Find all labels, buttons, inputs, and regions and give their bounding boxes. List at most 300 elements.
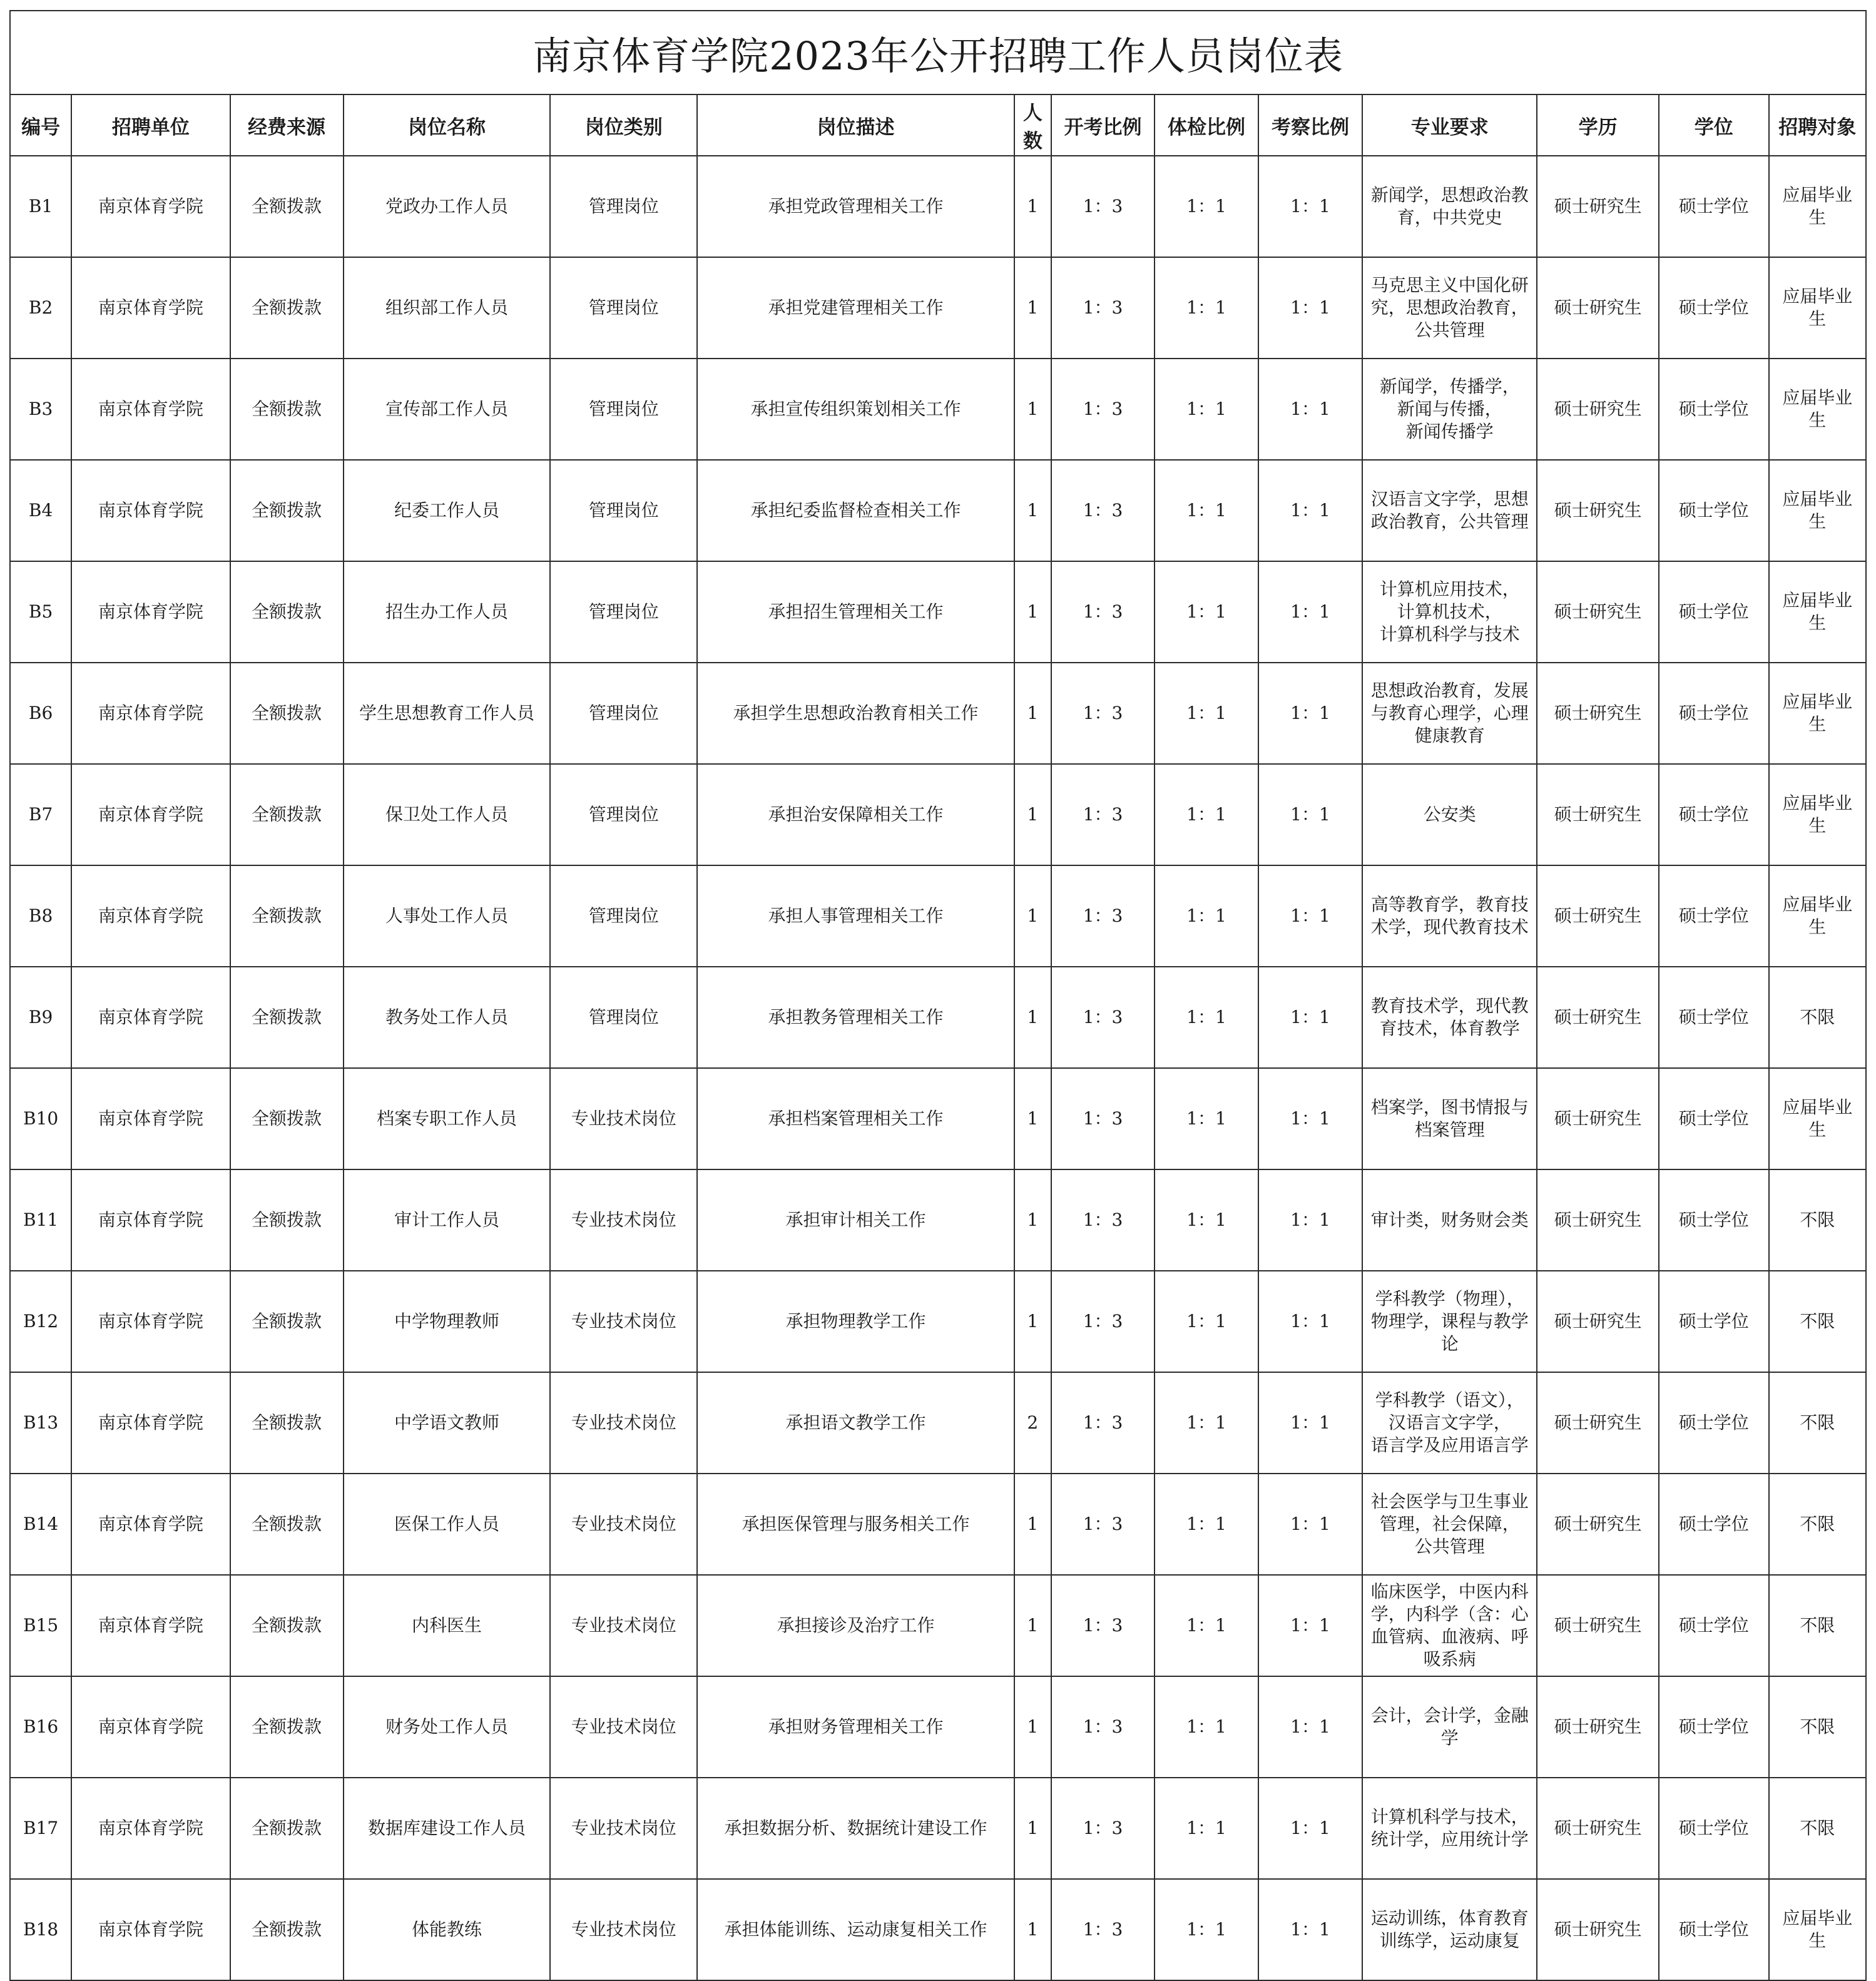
cell-category: 专业技术岗位 [550,1169,697,1271]
cell-physical-ratio: 1：1 [1155,1474,1258,1575]
cell-exam-ratio: 1：3 [1051,1778,1155,1879]
cell-inspection-ratio: 1：1 [1258,764,1362,865]
major-text: 运动训练，体育教育训练学，运动康复 [1370,1908,1529,1951]
cell-description: 承担招生管理相关工作 [697,561,1014,663]
cell-unit: 南京体育学院 [71,359,230,460]
header-target: 招聘对象 [1769,94,1866,156]
cell-count: 1 [1014,967,1051,1068]
cell-count: 1 [1014,156,1051,257]
cell-position: 教务处工作人员 [344,967,551,1068]
cell-position: 组织部工作人员 [344,257,551,359]
cell-physical-ratio: 1：1 [1155,1068,1258,1169]
cell-id: B11 [10,1169,71,1271]
cell-count: 1 [1014,1271,1051,1372]
table-row [10,156,1866,257]
cell-position: 中学语文教师 [344,1372,551,1474]
cell-count: 2 [1014,1372,1051,1474]
cell-id: B9 [10,967,71,1068]
cell-education: 硕士研究生 [1537,967,1658,1068]
cell-description: 承担财务管理相关工作 [697,1676,1014,1778]
cell-unit: 南京体育学院 [71,257,230,359]
cell-physical-ratio: 1：1 [1155,1879,1258,1980]
cell-physical-ratio: 1：1 [1155,359,1258,460]
table-row [10,663,1866,764]
cell-exam-ratio: 1：3 [1051,257,1155,359]
cell-target: 不限 [1769,1474,1866,1575]
cell-education: 硕士研究生 [1537,156,1658,257]
cell-count: 1 [1014,1879,1051,1980]
cell-physical-ratio: 1：1 [1155,156,1258,257]
major-text: 新闻学，传播学， 新闻与传播， 新闻传播学 [1379,376,1520,442]
cell-major [1362,156,1537,257]
cell-category: 管理岗位 [550,764,697,865]
cell-exam-ratio: 1：3 [1051,561,1155,663]
cell-exam-ratio: 1：3 [1051,460,1155,561]
cell-category: 专业技术岗位 [550,1372,697,1474]
cell-unit: 南京体育学院 [71,156,230,257]
cell-description: 承担治安保障相关工作 [697,764,1014,865]
cell-description: 承担宣传组织策划相关工作 [697,359,1014,460]
table-row [10,1575,1866,1676]
cell-education: 硕士研究生 [1537,561,1658,663]
cell-position: 人事处工作人员 [344,865,551,967]
cell-degree: 硕士学位 [1659,359,1769,460]
cell-exam-ratio: 1：3 [1051,1575,1155,1676]
cell-id: B3 [10,359,71,460]
header-row [10,94,1866,156]
cell-degree: 硕士学位 [1659,764,1769,865]
cell-exam-ratio: 1：3 [1051,1271,1155,1372]
cell-position: 体能教练 [344,1879,551,1980]
cell-funding: 全额拨款 [230,1169,344,1271]
cell-id: B13 [10,1372,71,1474]
cell-count: 1 [1014,1575,1051,1676]
recruitment-table-sheet [9,10,1867,1956]
cell-major [1362,1474,1537,1575]
cell-funding: 全额拨款 [230,967,344,1068]
cell-exam-ratio: 1：3 [1051,359,1155,460]
cell-physical-ratio: 1：1 [1155,1169,1258,1271]
cell-exam-ratio: 1：3 [1051,663,1155,764]
cell-target: 应届毕业生 [1769,663,1866,764]
cell-degree: 硕士学位 [1659,1676,1769,1778]
cell-physical-ratio: 1：1 [1155,1271,1258,1372]
cell-degree: 硕士学位 [1659,257,1769,359]
cell-category: 管理岗位 [550,460,697,561]
cell-physical-ratio: 1：1 [1155,663,1258,764]
cell-position: 学生思想教育工作人员 [344,663,551,764]
cell-target: 应届毕业生 [1769,561,1866,663]
major-text: 新闻学，思想政治教育，中共党史 [1370,185,1529,228]
cell-degree: 硕士学位 [1659,663,1769,764]
table-row [10,257,1866,359]
cell-inspection-ratio: 1：1 [1258,865,1362,967]
cell-physical-ratio: 1：1 [1155,865,1258,967]
cell-category: 管理岗位 [550,865,697,967]
cell-count: 1 [1014,1474,1051,1575]
table-row [10,1778,1866,1879]
cell-education: 硕士研究生 [1537,1778,1658,1879]
cell-position: 内科医生 [344,1575,551,1676]
cell-inspection-ratio: 1：1 [1258,1879,1362,1980]
cell-category: 专业技术岗位 [550,1474,697,1575]
cell-description: 承担审计相关工作 [697,1169,1014,1271]
table-row [10,460,1866,561]
cell-inspection-ratio: 1：1 [1258,1778,1362,1879]
cell-funding: 全额拨款 [230,764,344,865]
cell-degree: 硕士学位 [1659,1575,1769,1676]
cell-exam-ratio: 1：3 [1051,1879,1155,1980]
cell-unit: 南京体育学院 [71,561,230,663]
cell-description: 承担物理教学工作 [697,1271,1014,1372]
cell-degree: 硕士学位 [1659,1271,1769,1372]
cell-exam-ratio: 1：3 [1051,1169,1155,1271]
cell-position: 党政办工作人员 [344,156,551,257]
header-id: 编号 [10,94,71,156]
cell-unit: 南京体育学院 [71,1879,230,1980]
major-text: 计算机科学与技术，统计学，应用统计学 [1370,1806,1529,1850]
cell-target: 不限 [1769,1169,1866,1271]
cell-position: 数据库建设工作人员 [344,1778,551,1879]
major-text: 教育技术学，现代教育技术，体育教学 [1370,996,1529,1039]
cell-inspection-ratio: 1：1 [1258,1372,1362,1474]
cell-major [1362,359,1537,460]
cell-description: 承担医保管理与服务相关工作 [697,1474,1014,1575]
cell-physical-ratio: 1：1 [1155,561,1258,663]
cell-category: 管理岗位 [550,257,697,359]
cell-category: 管理岗位 [550,663,697,764]
cell-target: 应届毕业生 [1769,764,1866,865]
cell-unit: 南京体育学院 [71,764,230,865]
cell-position: 中学物理教师 [344,1271,551,1372]
cell-category: 专业技术岗位 [550,1879,697,1980]
header-exam-ratio: 开考比例 [1051,94,1155,156]
cell-description: 承担学生思想政治教育相关工作 [697,663,1014,764]
page-title: 南京体育学院2023年公开招聘工作人员岗位表 [10,11,1866,94]
cell-education: 硕士研究生 [1537,1068,1658,1169]
cell-id: B4 [10,460,71,561]
cell-id: B1 [10,156,71,257]
cell-education: 硕士研究生 [1537,1575,1658,1676]
cell-physical-ratio: 1：1 [1155,460,1258,561]
table-row [10,865,1866,967]
cell-description: 承担教务管理相关工作 [697,967,1014,1068]
cell-target: 不限 [1769,1676,1866,1778]
cell-degree: 硕士学位 [1659,460,1769,561]
cell-id: B2 [10,257,71,359]
header-physical-ratio: 体检比例 [1155,94,1258,156]
cell-unit: 南京体育学院 [71,1676,230,1778]
major-text: 计算机应用技术， 计算机技术， 计算机科学与技术 [1379,579,1520,644]
table-row [10,1474,1866,1575]
cell-major [1362,663,1537,764]
cell-major [1362,1271,1537,1372]
cell-target: 不限 [1769,1575,1866,1676]
cell-description: 承担语文教学工作 [697,1372,1014,1474]
cell-target: 应届毕业生 [1769,359,1866,460]
cell-major [1362,764,1537,865]
cell-count: 1 [1014,257,1051,359]
cell-inspection-ratio: 1：1 [1258,1575,1362,1676]
header-inspection-ratio: 考察比例 [1258,94,1362,156]
cell-description: 承担党政管理相关工作 [697,156,1014,257]
cell-category: 管理岗位 [550,359,697,460]
major-text: 档案学，图书情报与档案管理 [1370,1097,1529,1140]
table-row [10,1879,1866,1980]
cell-education: 硕士研究生 [1537,1271,1658,1372]
cell-unit: 南京体育学院 [71,663,230,764]
cell-physical-ratio: 1：1 [1155,1372,1258,1474]
cell-major [1362,460,1537,561]
cell-unit: 南京体育学院 [71,1271,230,1372]
cell-id: B12 [10,1271,71,1372]
cell-funding: 全额拨款 [230,1068,344,1169]
cell-target: 不限 [1769,967,1866,1068]
cell-exam-ratio: 1：3 [1051,1068,1155,1169]
major-text: 公安类 [1423,804,1476,825]
cell-count: 1 [1014,1676,1051,1778]
major-text: 思想政治教育，发展与教育心理学，心理健康教育 [1370,680,1529,746]
header-funding: 经费来源 [230,94,344,156]
table-row [10,764,1866,865]
cell-description: 承担体能训练、运动康复相关工作 [697,1879,1014,1980]
major-text: 临床医学，中医内科学，内科学（含：心血管病、血液病、呼吸系病 [1370,1581,1529,1669]
table-row [10,1068,1866,1169]
cell-position: 审计工作人员 [344,1169,551,1271]
cell-id: B15 [10,1575,71,1676]
cell-inspection-ratio: 1：1 [1258,1068,1362,1169]
cell-position: 医保工作人员 [344,1474,551,1575]
cell-category: 管理岗位 [550,561,697,663]
cell-target: 不限 [1769,1271,1866,1372]
table-row [10,1676,1866,1778]
cell-position: 宣传部工作人员 [344,359,551,460]
table-body [10,156,1866,1980]
cell-funding: 全额拨款 [230,460,344,561]
cell-education: 硕士研究生 [1537,460,1658,561]
cell-target: 应届毕业生 [1769,1879,1866,1980]
cell-major [1362,1676,1537,1778]
header-position: 岗位名称 [344,94,551,156]
cell-description: 承担人事管理相关工作 [697,865,1014,967]
cell-exam-ratio: 1：3 [1051,1676,1155,1778]
cell-id: B8 [10,865,71,967]
cell-funding: 全额拨款 [230,561,344,663]
cell-id: B16 [10,1676,71,1778]
cell-education: 硕士研究生 [1537,1676,1658,1778]
cell-inspection-ratio: 1：1 [1258,460,1362,561]
cell-funding: 全额拨款 [230,865,344,967]
cell-position: 档案专职工作人员 [344,1068,551,1169]
cell-inspection-ratio: 1：1 [1258,663,1362,764]
cell-major [1362,561,1537,663]
header-unit: 招聘单位 [71,94,230,156]
header-description: 岗位描述 [697,94,1014,156]
cell-physical-ratio: 1：1 [1155,764,1258,865]
header-degree: 学位 [1659,94,1769,156]
cell-funding: 全额拨款 [230,1575,344,1676]
cell-funding: 全额拨款 [230,1778,344,1879]
major-text: 高等教育学，教育技术学，现代教育技术 [1370,894,1529,937]
cell-degree: 硕士学位 [1659,561,1769,663]
title-row [10,11,1866,94]
table-row [10,359,1866,460]
header-count: 人数 [1014,94,1051,156]
cell-position: 纪委工作人员 [344,460,551,561]
cell-major [1362,1879,1537,1980]
table-row [10,1271,1866,1372]
cell-position: 保卫处工作人员 [344,764,551,865]
cell-degree: 硕士学位 [1659,1169,1769,1271]
cell-education: 硕士研究生 [1537,663,1658,764]
cell-physical-ratio: 1：1 [1155,1778,1258,1879]
cell-id: B18 [10,1879,71,1980]
cell-funding: 全额拨款 [230,1271,344,1372]
cell-description: 承担纪委监督检查相关工作 [697,460,1014,561]
major-text: 学科教学（语文），汉语言文字学， 语言学及应用语言学 [1370,1390,1529,1455]
cell-funding: 全额拨款 [230,663,344,764]
cell-unit: 南京体育学院 [71,460,230,561]
cell-target: 应届毕业生 [1769,460,1866,561]
cell-inspection-ratio: 1：1 [1258,257,1362,359]
cell-category: 管理岗位 [550,967,697,1068]
cell-target: 不限 [1769,1372,1866,1474]
cell-education: 硕士研究生 [1537,1879,1658,1980]
table-row [10,1169,1866,1271]
cell-physical-ratio: 1：1 [1155,1575,1258,1676]
cell-exam-ratio: 1：3 [1051,865,1155,967]
header-education: 学历 [1537,94,1658,156]
cell-degree: 硕士学位 [1659,865,1769,967]
table-row [10,561,1866,663]
cell-funding: 全额拨款 [230,1372,344,1474]
cell-category: 专业技术岗位 [550,1068,697,1169]
recruitment-table [9,10,1867,1981]
cell-exam-ratio: 1：3 [1051,967,1155,1068]
cell-funding: 全额拨款 [230,1676,344,1778]
cell-count: 1 [1014,561,1051,663]
cell-education: 硕士研究生 [1537,1169,1658,1271]
cell-target: 应届毕业生 [1769,865,1866,967]
cell-education: 硕士研究生 [1537,865,1658,967]
cell-exam-ratio: 1：3 [1051,764,1155,865]
cell-description: 承担档案管理相关工作 [697,1068,1014,1169]
cell-count: 1 [1014,1169,1051,1271]
cell-inspection-ratio: 1：1 [1258,1676,1362,1778]
cell-count: 1 [1014,1778,1051,1879]
cell-exam-ratio: 1：3 [1051,1372,1155,1474]
major-text: 审计类，财务财会类 [1370,1209,1529,1230]
cell-count: 1 [1014,359,1051,460]
cell-inspection-ratio: 1：1 [1258,359,1362,460]
cell-count: 1 [1014,865,1051,967]
cell-unit: 南京体育学院 [71,1372,230,1474]
cell-education: 硕士研究生 [1537,257,1658,359]
cell-education: 硕士研究生 [1537,1372,1658,1474]
cell-count: 1 [1014,764,1051,865]
cell-description: 承担党建管理相关工作 [697,257,1014,359]
cell-count: 1 [1014,663,1051,764]
cell-funding: 全额拨款 [230,156,344,257]
cell-count: 1 [1014,1068,1051,1169]
cell-unit: 南京体育学院 [71,1575,230,1676]
cell-major [1362,1575,1537,1676]
cell-degree: 硕士学位 [1659,1068,1769,1169]
major-text: 汉语言文字学，思想政治教育，公共管理 [1370,489,1529,532]
header-major: 专业要求 [1362,94,1537,156]
cell-category: 专业技术岗位 [550,1778,697,1879]
cell-physical-ratio: 1：1 [1155,1676,1258,1778]
cell-exam-ratio: 1：3 [1051,1474,1155,1575]
cell-id: B17 [10,1778,71,1879]
cell-education: 硕士研究生 [1537,1474,1658,1575]
cell-funding: 全额拨款 [230,359,344,460]
cell-major [1362,257,1537,359]
cell-education: 硕士研究生 [1537,359,1658,460]
cell-major [1362,1169,1537,1271]
cell-major [1362,1068,1537,1169]
cell-degree: 硕士学位 [1659,1372,1769,1474]
cell-unit: 南京体育学院 [71,865,230,967]
cell-category: 专业技术岗位 [550,1676,697,1778]
cell-unit: 南京体育学院 [71,967,230,1068]
cell-funding: 全额拨款 [230,257,344,359]
cell-major [1362,967,1537,1068]
cell-funding: 全额拨款 [230,1879,344,1980]
cell-id: B10 [10,1068,71,1169]
cell-inspection-ratio: 1：1 [1258,156,1362,257]
cell-unit: 南京体育学院 [71,1474,230,1575]
cell-category: 管理岗位 [550,156,697,257]
cell-inspection-ratio: 1：1 [1258,967,1362,1068]
cell-position: 财务处工作人员 [344,1676,551,1778]
cell-major [1362,1778,1537,1879]
cell-id: B14 [10,1474,71,1575]
table-row [10,1372,1866,1474]
major-text: 学科教学（物理），物理学，课程与教学论 [1370,1288,1529,1354]
cell-unit: 南京体育学院 [71,1169,230,1271]
cell-physical-ratio: 1：1 [1155,257,1258,359]
cell-degree: 硕士学位 [1659,1778,1769,1879]
cell-id: B6 [10,663,71,764]
cell-degree: 硕士学位 [1659,1879,1769,1980]
cell-target: 应届毕业生 [1769,156,1866,257]
cell-inspection-ratio: 1：1 [1258,561,1362,663]
cell-position: 招生办工作人员 [344,561,551,663]
major-text: 社会医学与卫生事业管理，社会保障， 公共管理 [1370,1491,1529,1557]
cell-unit: 南京体育学院 [71,1778,230,1879]
cell-category: 专业技术岗位 [550,1575,697,1676]
cell-physical-ratio: 1：1 [1155,967,1258,1068]
cell-degree: 硕士学位 [1659,156,1769,257]
cell-description: 承担接诊及治疗工作 [697,1575,1014,1676]
cell-major [1362,865,1537,967]
cell-degree: 硕士学位 [1659,967,1769,1068]
cell-major [1362,1372,1537,1474]
cell-unit: 南京体育学院 [71,1068,230,1169]
major-text: 会计，会计学，金融学 [1370,1705,1529,1748]
cell-inspection-ratio: 1：1 [1258,1474,1362,1575]
cell-count: 1 [1014,460,1051,561]
cell-education: 硕士研究生 [1537,764,1658,865]
major-text: 马克思主义中国化研究，思想政治教育， 公共管理 [1370,275,1529,340]
cell-target: 不限 [1769,1778,1866,1879]
cell-target: 应届毕业生 [1769,1068,1866,1169]
cell-target: 应届毕业生 [1769,257,1866,359]
table-row [10,967,1866,1068]
cell-inspection-ratio: 1：1 [1258,1271,1362,1372]
cell-inspection-ratio: 1：1 [1258,1169,1362,1271]
